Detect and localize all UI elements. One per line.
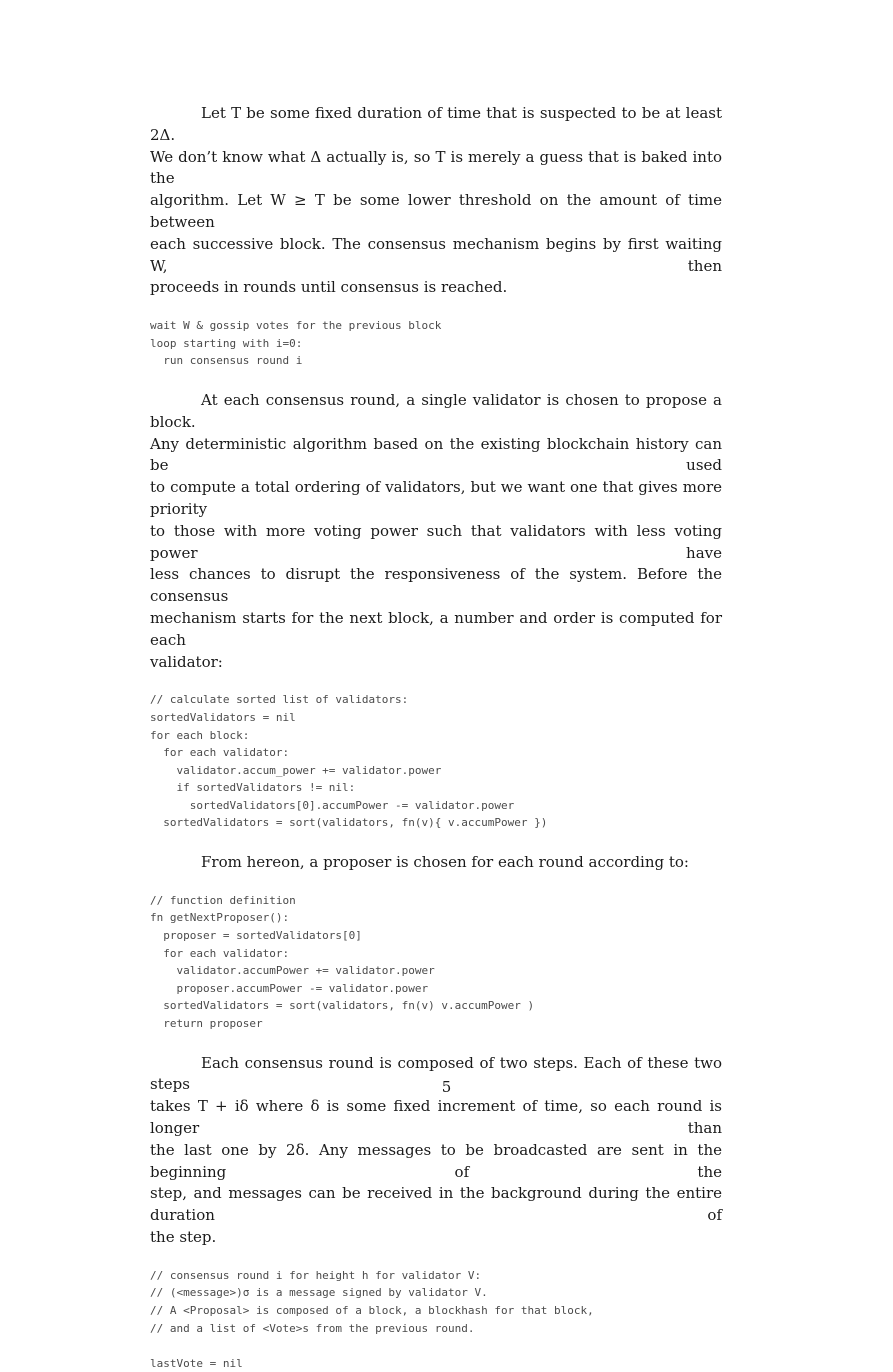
code-line: return proposer: [150, 1017, 263, 1031]
code-line: // and a list of <Vote>s from the previous round.: [150, 1321, 475, 1335]
paragraph-proposer-intro: [150, 852, 722, 874]
text-line: less chances to disrupt the responsiveness of the system. Before the consensus: [150, 565, 722, 606]
text-line: From hereon, a proposer is chosen for each round according to:: [201, 853, 689, 872]
text-line: to those with more voting power such that validators with less voting power have: [150, 521, 722, 562]
text-line: to compute a total ordering of validators, but we want one that gives more priority: [150, 478, 722, 518]
text-line: each successive block. The consensus mechanism begins by first waiting W, then: [150, 234, 722, 275]
text-line: the step.: [150, 1227, 217, 1246]
code-line: // consensus round i for height h for validator V:: [150, 1268, 482, 1282]
code-line: for each validator:: [150, 946, 290, 960]
text-line: validator:: [150, 652, 223, 671]
text-line: mechanism starts for the next block, a number and order is computed for each: [150, 608, 722, 649]
code-line: wait W & gossip votes for the previous block: [150, 319, 442, 333]
text-line: the last one by 2δ. Any messages to be broadcasted are sent in the beginning of the: [150, 1140, 722, 1181]
code-line: sortedValidators[0].accumPower -= validator.power: [150, 798, 515, 812]
code-line: sortedValidators = sort(validators, fn(v){ v.accumPower }): [150, 816, 548, 830]
code-block-get-next-proposer: [150, 892, 722, 1033]
code-block-sort-validators: [150, 691, 722, 832]
code-line: // calculate sorted list of validators:: [150, 693, 409, 707]
code-line: proposer = sortedValidators[0]: [150, 929, 362, 943]
code-line: for each block:: [150, 728, 250, 742]
code-line: validator.accumPower += validator.power: [150, 964, 435, 978]
text-line: Any deterministic algorithm based on the existing blockchain history can be used: [150, 434, 722, 475]
code-block-main-loop: [150, 317, 722, 370]
text-line: At each consensus round, a single validator is chosen to propose a block.: [150, 390, 722, 431]
text-line: algorithm. Let W ≥ T be some lower threshold on the amount of time between: [150, 191, 722, 231]
paragraph-validator-ordering: [150, 390, 722, 673]
code-line: sortedValidators = sort(validators, fn(v) v.accumPower ): [150, 999, 535, 1013]
text-line: Let T be some fixed duration of time that is suspected to be at least 2Δ.: [150, 104, 722, 144]
code-line: [150, 1337, 722, 1355]
paragraph-timing: [150, 103, 722, 299]
code-line: lastVote = nil: [150, 1356, 243, 1370]
code-line: // function definition: [150, 893, 296, 907]
text-line: We don’t know what Δ actually is, so T is merely a guess that is baked into the: [150, 147, 722, 188]
code-line: run consensus round i: [150, 354, 303, 368]
page-number: 5: [441, 1078, 452, 1096]
text-line: step, and messages can be received in the background during the entire duration of: [150, 1184, 722, 1225]
code-line: fn getNextProposer():: [150, 911, 290, 925]
code-block-consensus-round: [150, 1267, 722, 1372]
text-line: Each consensus round is composed of two steps. Each of these two steps: [150, 1053, 722, 1094]
text-line: proceeds in rounds until consensus is reached.: [150, 278, 508, 297]
code-line: for each validator:: [150, 746, 290, 760]
text-line: takes T + iδ where δ is some fixed increment of time, so each round is longer than: [150, 1097, 722, 1137]
code-line: if sortedValidators != nil:: [150, 781, 356, 795]
code-line: sortedValidators = nil: [150, 710, 296, 724]
code-line: validator.accum_power += validator.power: [150, 763, 442, 777]
page-body: [150, 103, 722, 1372]
code-line: // (<message>)σ is a message signed by validator V.: [150, 1286, 488, 1300]
code-line: proposer.accumPower -= validator.power: [150, 981, 429, 995]
code-line: // A <Proposal> is composed of a block, a blockhash for that block,: [150, 1303, 594, 1317]
code-line: loop starting with i=0:: [150, 336, 303, 350]
